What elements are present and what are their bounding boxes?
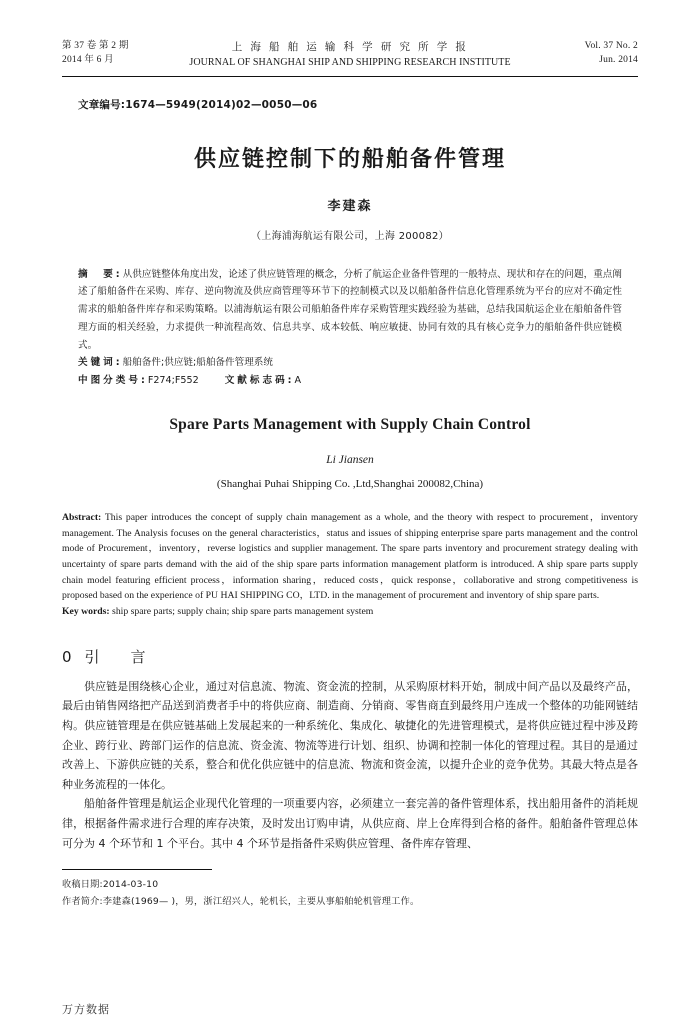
abstract-cn xyxy=(62,266,638,390)
doc-code-label: 文献标志码: xyxy=(224,375,295,387)
keywords-en xyxy=(62,604,638,620)
page-title: 供应链控制下的船舶备件管理 xyxy=(193,146,506,172)
clc-label: 中图分类号: xyxy=(78,375,148,387)
author-bio: 作者简介:李建森(1969— )，男，浙江绍兴人，轮机长，主要从事船舶轮机管理工作。 xyxy=(62,895,420,907)
abstract-en-label: Abstract: xyxy=(62,511,102,523)
running-head-left xyxy=(62,40,170,68)
section-body xyxy=(62,677,638,853)
volume-issue: 第 37 卷 第 2 期 xyxy=(62,41,129,51)
keywords-cn-label: 关键词: xyxy=(78,357,123,369)
keywords-en-text: ship spare parts; supply chain; ship spare parts management system xyxy=(112,606,374,618)
author-en: Li Jiansen xyxy=(326,453,374,466)
paragraph: 供应链是围绕核心企业，通过对信息流、物流、资金流的控制，从采购原材料开始，制成中间产品以及最终产品，最后由销售网络把产品送到消费者手中的将供应商、制造商、分销商、零售商直到最终用户连成一个整体的功能网链结构。供应链管理是在供应链基础上发展起来的一种系统化、集成化、敏捷化的先进管理模式，是将供应链过程中涉及跨企业、跨行业、跨部门运作的信息流、资金流、物流等进行计划、组织、协调和控制一体化的管理过程。其目的是通过改善上、下游供应链的关系，整合和优化供应链中的信息流、物流和资金流，以提升企业的竞争优势。其最大特点是各种业务流程的一体化。 xyxy=(62,679,638,791)
affiliation-cn: （上海浦海航运有限公司，上海 200082） xyxy=(251,230,449,242)
abstract-cn-body xyxy=(78,266,622,355)
journal-title-en: JOURNAL OF SHANGHAI SHIP AND SHIPPING RESEARCH INSTITUTE xyxy=(189,57,511,69)
section-title: 引 言 xyxy=(84,647,154,666)
doc-code-value: A xyxy=(294,375,302,387)
journal-title-cn: 上 海 船 舶 运 输 科 学 研 究 所 学 报 xyxy=(231,41,469,53)
section-number: 0 xyxy=(62,647,73,666)
running-head xyxy=(62,40,638,74)
footnote-divider xyxy=(62,869,212,870)
paragraph: 船舶备件管理是航运企业现代化管理的一项重要内容，必须建立一套完善的备件管理体系，找出船用备件的消耗规律，根据备件需求进行合理的库存决策，及时发出订购申请，从供应商、岸上仓库得到合格的备件。船舶备件管理总体可分为 4 个环节和 1 个平台。其中 4 个环节是指备件采购供应管理、备件库存管理、 xyxy=(62,797,638,850)
section-heading xyxy=(62,646,638,667)
abstract-cn-label: 摘 要: xyxy=(78,268,123,280)
abstract-en-body xyxy=(62,510,638,604)
header-divider xyxy=(62,76,638,77)
abstract-en xyxy=(62,510,638,620)
clc-value: F274;F552 xyxy=(147,375,199,387)
article-number: 文章编号:1674—5949(2014)02—0050—06 xyxy=(78,98,318,111)
keywords-en-label: Key words: xyxy=(62,606,110,618)
volume-issue-en: Vol. 37 No. 2 xyxy=(584,41,638,51)
abstract-en-text: This paper introduces the concept of supply chain management as a whole, and the theory with respect to procurement，inventory management. The Analysis focuses on the general characteristics，status and issues of shipping enterprise spare parts management and the control mode of Procurement，inventory，reverse logistics and supplier management. The spare parts inventory and procurement strategy dealing with uncertainty of spare parts demand with the aid of the ship spare parts information management platform is introduced. A ship spare parts supply chain model featuring efficient process，information sharing，reduced costs，quick response，collaborative and strong competitiveness is proposed based on the experience of PU HAI SHIPPING CO，LTD. in the management of procurement and inventory of ship spare parts. xyxy=(62,511,638,602)
page-title-en: Spare Parts Management with Supply Chain Control xyxy=(169,415,531,433)
issue-date-en: Jun. 2014 xyxy=(599,54,638,65)
keywords-cn xyxy=(78,354,622,372)
author-cn: 李建森 xyxy=(327,198,373,214)
running-head-right xyxy=(530,40,638,68)
abstract-cn-text: 从供应链整体角度出发，论述了供应链管理的概念，分析了航运企业备件管理的一般特点、现状和存在的问题，重点阐述了船舶备件在采购、库存、逆向物流及供应商管理等环节下的控制模式以及以船舶备件信息化管理系统为平台的应对不确定性需求的船舶备件库存和采购策略。以浦海航运有限公司船舶备件库存采购管理实践经验为基础，总结我国航运企业在船舶备件管理方面的相关经验，力求提供一种流程高效、信息共享、成本较低、响应敏捷、协同有效的具有核心竞争力的船舶备件供应链模式。 xyxy=(78,268,623,351)
affiliation-en: (Shanghai Puhai Shipping Co. ,Ltd,Shanghai 200082,China) xyxy=(216,477,484,490)
received-date: 收稿日期:2014-03-10 xyxy=(62,879,159,891)
issue-date: 2014 年 6 月 xyxy=(62,54,114,65)
keywords-cn-text: 船舶备件;供应链;船舶备件管理系统 xyxy=(122,357,273,369)
journal-title xyxy=(170,40,530,71)
clc-line xyxy=(78,372,622,390)
watermark: 万方数据 xyxy=(62,1003,110,1016)
footnotes xyxy=(62,877,638,910)
